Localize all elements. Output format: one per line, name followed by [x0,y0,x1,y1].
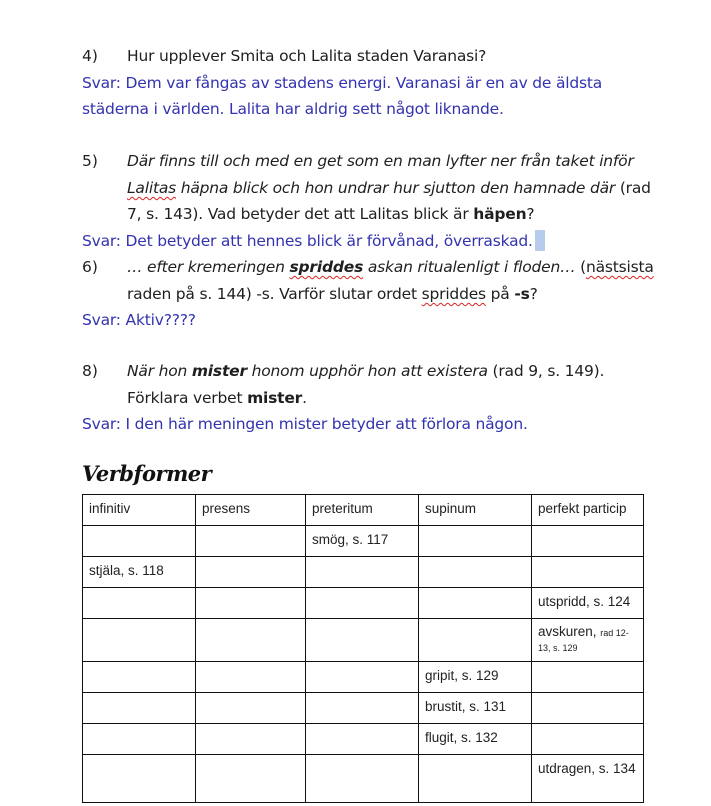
q8-answer[interactable]: Svar: I den här meningen mister betyder att förlora någon. [82,415,528,433]
table-cell[interactable] [419,588,532,619]
table-cell[interactable] [419,755,532,803]
verb-table [82,494,644,803]
table-cell[interactable] [306,619,419,662]
table-cell[interactable] [196,755,306,803]
q8-line2 [127,385,307,411]
cell-note: rad 12-13, s. 129 [538,628,629,653]
table-cell[interactable]: gripit, s. 129 [419,662,532,693]
q5-line3 [127,201,534,227]
q5-line2-tail: (rad [615,179,651,197]
table-header-cell[interactable]: supinum [419,495,532,526]
table-cell[interactable]: flugit, s. 132 [419,724,532,755]
q6-line2-pre: raden på s. 144) -s. Varför slutar ordet [127,285,422,303]
q5-line2 [127,175,651,201]
q6-line2-post: ? [529,285,538,303]
q5-answer[interactable] [82,228,545,254]
table-row [83,693,644,724]
table-row [83,724,644,755]
table-cell[interactable] [196,662,306,693]
table-header-cell[interactable]: preteritum [306,495,419,526]
table-row [83,526,644,557]
table-cell[interactable]: utdragen, s. 134 [532,755,644,803]
table-cell[interactable] [532,662,644,693]
q6-answer[interactable]: Svar: Aktiv???? [82,311,196,329]
q6-line1-pre: … efter kremeringen [127,258,290,276]
table-cell[interactable] [532,526,644,557]
q4-answer-line1[interactable]: Svar: Dem var fångas av stadens energi. Varanasi är en av de äldsta [82,74,603,92]
table-row [83,755,644,803]
table-row [83,588,644,619]
table-row [83,557,644,588]
table-cell[interactable] [306,588,419,619]
q4-answer-line2[interactable]: städerna i världen. Lalita har aldrig sett något liknande. [82,100,504,118]
q8-line1-it2: honom upphör hon att existera [246,362,488,380]
table-cell[interactable] [196,588,306,619]
table-cell[interactable] [419,619,532,662]
cell-text: avskuren, [538,624,597,639]
q4-question: Hur upplever Smita och Lalita staden Varanasi? [127,47,487,65]
table-cell[interactable] [306,662,419,693]
table-cell[interactable] [306,557,419,588]
table-cell[interactable] [419,526,532,557]
q6-spellcheck-word[interactable]: nästsista [585,258,654,276]
table-cell[interactable] [196,557,306,588]
table-cell[interactable] [196,724,306,755]
q8-line2-pre: Förklara verbet [127,389,248,407]
q5-line3-bold: häpen [473,205,527,223]
table-cell[interactable] [83,662,196,693]
table-cell[interactable] [306,693,419,724]
table-row [83,662,644,693]
table-header-row [83,495,644,526]
table-header-cell[interactable]: presens [196,495,306,526]
q6-line2-bold: -s [514,285,530,303]
q5-line2-italic: häpna blick och hon undrar hur sjutton den hamnade där [176,179,616,197]
table-cell[interactable] [83,588,196,619]
table-cell[interactable] [83,724,196,755]
table-row [83,619,644,662]
q8-number: 8) [82,362,98,380]
table-cell[interactable] [83,755,196,803]
table-cell[interactable] [532,724,644,755]
table-cell[interactable]: utspridd, s. 124 [532,588,644,619]
table-cell[interactable] [196,619,306,662]
q5-line3-pre: 7, s. 143). Vad betyder det att Lalitas blick är [127,205,474,223]
table-cell[interactable]: brustit, s. 131 [419,693,532,724]
table-cell[interactable]: stjäla, s. 118 [83,557,196,588]
table-cell[interactable] [196,693,306,724]
q6-line1-paren: ( [575,258,586,276]
q6-line2-mid: på [485,285,515,303]
section-heading: Verbformer [82,461,212,486]
q6-number: 6) [82,258,98,276]
table-cell[interactable] [532,693,644,724]
table-cell[interactable]: smög, s. 117 [306,526,419,557]
q5-number: 5) [82,152,98,170]
table-cell[interactable] [306,724,419,755]
table-cell[interactable] [83,619,196,662]
q5-line1: Där finns till och med en get som en man lyfter ner från taket inför [127,152,634,170]
q8-line2-bold: mister [247,389,303,407]
table-cell[interactable] [83,526,196,557]
table-cell[interactable] [83,693,196,724]
q6-line1-bold[interactable]: spriddes [289,258,364,276]
q5-spellcheck-word[interactable]: Lalitas [127,179,176,197]
table-cell[interactable] [306,755,419,803]
table-cell[interactable] [196,526,306,557]
table-header-cell[interactable]: perfekt particip [532,495,644,526]
table-cell[interactable] [419,557,532,588]
q8-line1-it1: När hon [127,362,192,380]
q8-line1-bold: mister [191,362,247,380]
q6-line2-word[interactable]: spriddes [421,285,486,303]
q5-answer-text[interactable]: Svar: Det betyder att hennes blick är förvånad, överraskad. [82,232,533,250]
text-cursor-selection [535,230,545,251]
q6-line1 [127,254,654,280]
q5-line3-post: ? [526,205,535,223]
table-cell[interactable] [532,557,644,588]
q6-line2 [127,281,538,307]
table-header-cell[interactable]: infinitiv [83,495,196,526]
q4-number: 4) [82,47,98,65]
q8-line1-post: (rad 9, s. 149). [487,362,605,380]
q8-line1 [127,358,604,384]
q6-line1-post: askan ritualenligt i floden… [363,258,576,276]
table-cell[interactable] [532,619,644,662]
q8-line2-post: . [302,389,307,407]
